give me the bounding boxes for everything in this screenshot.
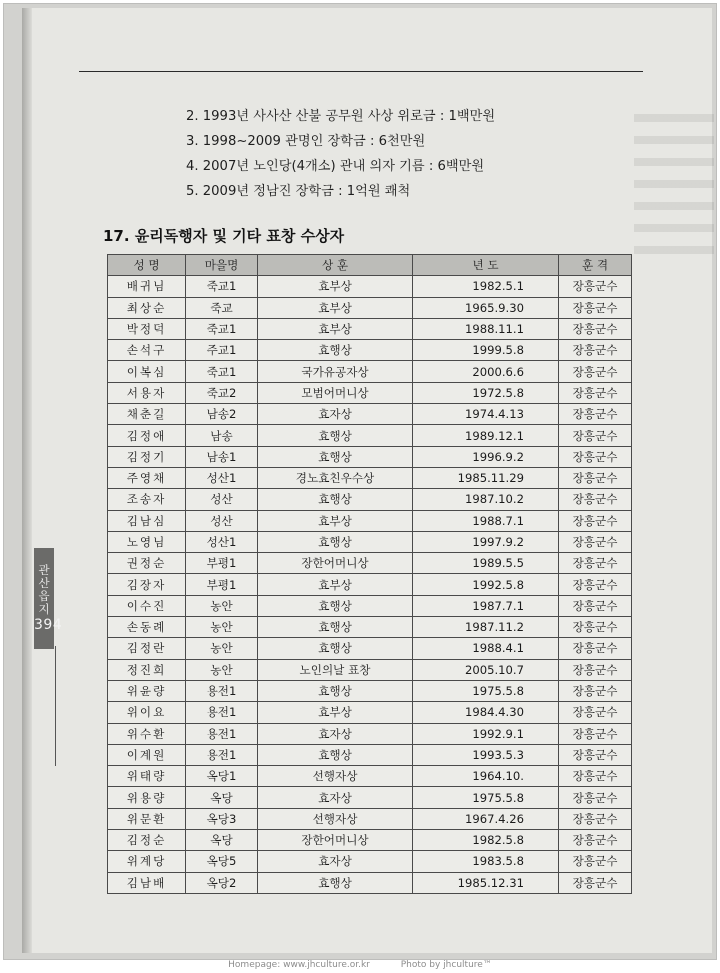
cell-name: 노영님 [108,531,186,552]
cell-name: 위용량 [108,787,186,808]
table-row [108,723,632,744]
cell-award: 효부상 [258,702,413,723]
cell-year: 1975.5.8 [413,680,559,701]
cell-grade: 장흥군수 [559,638,632,659]
cell-award: 효행상 [258,595,413,616]
table-row [108,318,632,339]
cell-award: 효부상 [258,510,413,531]
table-row [108,297,632,318]
cell-award: 효부상 [258,297,413,318]
cell-grade: 장흥군수 [559,787,632,808]
header-grade: 훈 격 [559,255,632,276]
cell-name: 배귀님 [108,276,186,297]
cell-year: 1987.7.1 [413,595,559,616]
cell-grade: 장흥군수 [559,340,632,361]
cell-grade: 장흥군수 [559,680,632,701]
cell-grade: 장흥군수 [559,276,632,297]
cell-award: 효자상 [258,723,413,744]
cell-award: 노인의날 표창 [258,659,413,680]
header-year: 년 도 [413,255,559,276]
cell-name: 김정란 [108,638,186,659]
cell-grade: 장흥군수 [559,531,632,552]
cell-award: 효행상 [258,531,413,552]
cell-village: 용전1 [186,702,258,723]
table-row [108,830,632,851]
cell-name: 위이요 [108,702,186,723]
table-row [108,510,632,531]
cell-year: 1988.11.1 [413,318,559,339]
cell-village: 용전1 [186,680,258,701]
cell-award: 효부상 [258,574,413,595]
cell-village: 용전1 [186,723,258,744]
cell-award: 효자상 [258,404,413,425]
table-row [108,595,632,616]
cell-year: 1993.5.3 [413,744,559,765]
cell-village: 옥당1 [186,766,258,787]
cell-award: 경노효친우수상 [258,467,413,488]
cell-village: 성산 [186,489,258,510]
cell-award: 효행상 [258,872,413,893]
cell-village: 남송1 [186,446,258,467]
footer-homepage: Homepage: www.jhculture.or.kr [228,960,370,970]
show-through-text [634,114,714,264]
cell-award: 국가유공자상 [258,361,413,382]
cell-village: 부평1 [186,574,258,595]
table-row [108,659,632,680]
cell-name: 채춘길 [108,404,186,425]
cell-year: 1982.5.1 [413,276,559,297]
cell-grade: 장흥군수 [559,574,632,595]
cell-award: 장한어머니상 [258,830,413,851]
cell-name: 주영채 [108,467,186,488]
cell-name: 최상순 [108,297,186,318]
cell-year: 2000.6.6 [413,361,559,382]
cell-village: 남송2 [186,404,258,425]
cell-year: 1992.5.8 [413,574,559,595]
table-row [108,574,632,595]
cell-name: 김정애 [108,425,186,446]
section-heading: 17. 윤리독행자 및 기타 표창 수상자 [103,227,345,245]
cell-name: 이복심 [108,361,186,382]
cell-grade: 장흥군수 [559,744,632,765]
cell-year: 1989.5.5 [413,553,559,574]
cell-name: 서용자 [108,382,186,403]
cell-village: 옥당 [186,787,258,808]
cell-award: 선행자상 [258,808,413,829]
cell-grade: 장흥군수 [559,382,632,403]
cell-village: 주교1 [186,340,258,361]
cell-name: 정진희 [108,659,186,680]
cell-village: 농안 [186,638,258,659]
cell-village: 죽교1 [186,318,258,339]
table-row [108,361,632,382]
cell-year: 1967.4.26 [413,808,559,829]
cell-award: 모범어머니상 [258,382,413,403]
cell-village: 옥당2 [186,872,258,893]
cell-village: 옥당3 [186,808,258,829]
cell-grade: 장흥군수 [559,617,632,638]
cell-year: 1996.9.2 [413,446,559,467]
cell-grade: 장흥군수 [559,467,632,488]
table-row [108,851,632,872]
cell-name: 위윤량 [108,680,186,701]
cell-name: 권정순 [108,553,186,574]
cell-name: 김남심 [108,510,186,531]
list-item: 3. 1998~2009 관명인 장학금 : 6천만원 [186,134,426,149]
table-row [108,340,632,361]
table-row [108,276,632,297]
table-row [108,446,632,467]
table-row [108,404,632,425]
cell-year: 1972.5.8 [413,382,559,403]
cell-grade: 장흥군수 [559,404,632,425]
cell-grade: 장흥군수 [559,808,632,829]
table-row [108,531,632,552]
cell-village: 성산1 [186,467,258,488]
cell-award: 효자상 [258,787,413,808]
cell-village: 성산1 [186,531,258,552]
cell-village: 성산 [186,510,258,531]
cell-award: 효행상 [258,638,413,659]
cell-award: 효행상 [258,425,413,446]
top-rule [79,71,643,72]
cell-grade: 장흥군수 [559,723,632,744]
cell-grade: 장흥군수 [559,446,632,467]
table-row [108,617,632,638]
cell-village: 죽교1 [186,361,258,382]
cell-grade: 장흥군수 [559,510,632,531]
cell-award: 효행상 [258,489,413,510]
cell-name: 손동례 [108,617,186,638]
table-row [108,425,632,446]
donation-list [186,104,495,204]
table-row [108,638,632,659]
cell-village: 농안 [186,617,258,638]
cell-year: 1964.10. [413,766,559,787]
cell-year: 1985.11.29 [413,467,559,488]
cell-year: 2005.10.7 [413,659,559,680]
cell-year: 1985.12.31 [413,872,559,893]
awards-table [107,254,632,894]
photo-footer [0,958,720,973]
cell-grade: 장흥군수 [559,851,632,872]
cell-award: 장한어머니상 [258,553,413,574]
side-rule [55,646,56,766]
table-row [108,489,632,510]
footer-credit: Photo by jhculture™ [400,960,492,970]
header-award: 상 훈 [258,255,413,276]
cell-name: 이계원 [108,744,186,765]
side-chapter-label: 관산읍지 [38,563,50,616]
cell-village: 농안 [186,659,258,680]
cell-name: 위태량 [108,766,186,787]
page-gutter-shadow [22,8,32,953]
cell-name: 김정순 [108,830,186,851]
cell-grade: 장흥군수 [559,595,632,616]
cell-name: 김장자 [108,574,186,595]
cell-grade: 장흥군수 [559,553,632,574]
table-row [108,553,632,574]
cell-award: 효행상 [258,340,413,361]
list-item: 5. 2009년 정남진 장학금 : 1억원 쾌척 [186,184,411,199]
cell-grade: 장흥군수 [559,361,632,382]
cell-year: 1982.5.8 [413,830,559,851]
table-row [108,787,632,808]
cell-grade: 장흥군수 [559,318,632,339]
cell-name: 위문환 [108,808,186,829]
cell-village: 죽교1 [186,276,258,297]
cell-year: 1975.5.8 [413,787,559,808]
table-row [108,766,632,787]
cell-name: 김남배 [108,872,186,893]
cell-year: 1983.5.8 [413,851,559,872]
cell-grade: 장흥군수 [559,702,632,723]
cell-grade: 장흥군수 [559,659,632,680]
cell-grade: 장흥군수 [559,489,632,510]
cell-name: 박정덕 [108,318,186,339]
page-number: 394 [34,617,63,633]
cell-year: 1997.9.2 [413,531,559,552]
cell-name: 조송자 [108,489,186,510]
cell-grade: 장흥군수 [559,297,632,318]
table-row [108,467,632,488]
awards-table-body [108,276,632,894]
cell-village: 용전1 [186,744,258,765]
cell-name: 김정기 [108,446,186,467]
cell-name: 위계당 [108,851,186,872]
cell-year: 1974.4.13 [413,404,559,425]
cell-grade: 장흥군수 [559,872,632,893]
cell-grade: 장흥군수 [559,830,632,851]
cell-award: 효행상 [258,446,413,467]
table-row [108,702,632,723]
cell-award: 선행자상 [258,766,413,787]
cell-year: 1987.10.2 [413,489,559,510]
cell-name: 손석구 [108,340,186,361]
cell-name: 위수환 [108,723,186,744]
cell-year: 1965.9.30 [413,297,559,318]
cell-year: 1987.11.2 [413,617,559,638]
table-row [108,382,632,403]
header-name: 성 명 [108,255,186,276]
cell-village: 부평1 [186,553,258,574]
cell-award: 효행상 [258,617,413,638]
cell-year: 1988.4.1 [413,638,559,659]
cell-year: 1989.12.1 [413,425,559,446]
header-village: 마을명 [186,255,258,276]
cell-year: 1988.7.1 [413,510,559,531]
cell-year: 1999.5.8 [413,340,559,361]
cell-village: 남송 [186,425,258,446]
cell-award: 효자상 [258,851,413,872]
cell-award: 효부상 [258,276,413,297]
cell-award: 효행상 [258,680,413,701]
cell-year: 1984.4.30 [413,702,559,723]
table-row [108,680,632,701]
cell-year: 1992.9.1 [413,723,559,744]
table-row [108,872,632,893]
cell-village: 농안 [186,595,258,616]
table-header-row [108,255,632,276]
table-row [108,808,632,829]
cell-village: 죽교2 [186,382,258,403]
cell-village: 죽교 [186,297,258,318]
cell-village: 옥당 [186,830,258,851]
list-item: 2. 1993년 사사산 산불 공무원 사상 위로금 : 1백만원 [186,109,496,124]
cell-name: 이수진 [108,595,186,616]
cell-village: 옥당5 [186,851,258,872]
cell-award: 효행상 [258,744,413,765]
cell-grade: 장흥군수 [559,425,632,446]
cell-award: 효부상 [258,318,413,339]
list-item: 4. 2007년 노인당(4개소) 관내 의자 기름 : 6백만원 [186,159,485,174]
table-row [108,744,632,765]
cell-grade: 장흥군수 [559,766,632,787]
